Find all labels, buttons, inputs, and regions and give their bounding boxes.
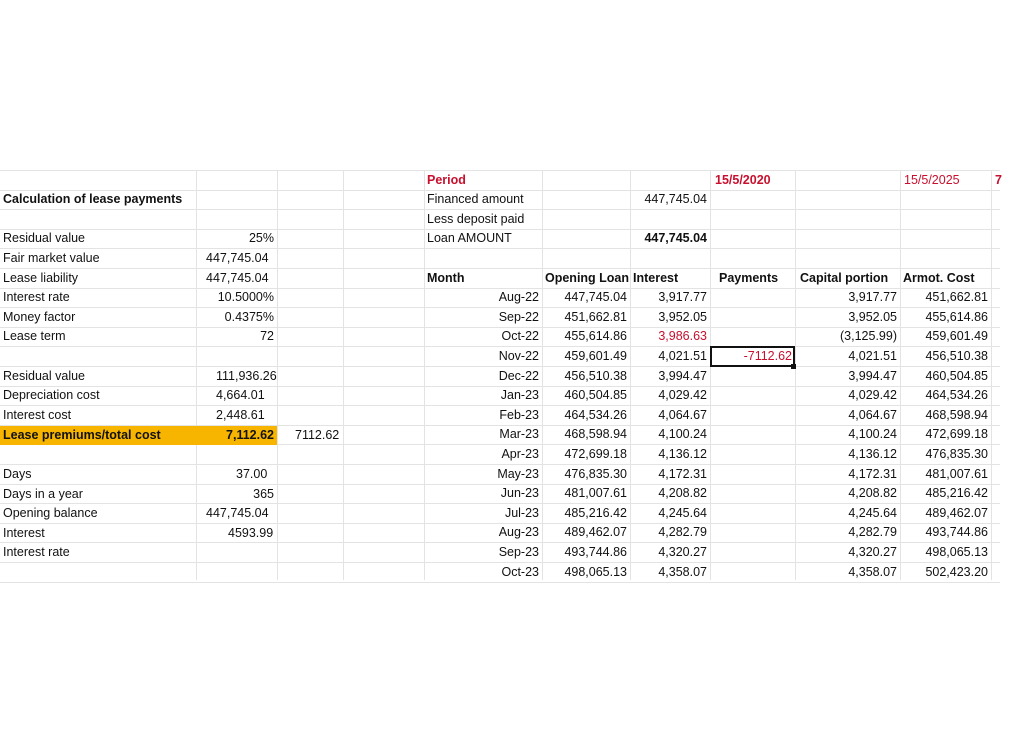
financed-label[interactable]: Financed amount [427, 192, 524, 207]
calc-label[interactable]: Lease liability [3, 270, 79, 285]
capital-portion-cell[interactable]: 3,917.77 [848, 290, 897, 305]
capital-portion-cell[interactable]: 4,320.27 [848, 545, 897, 559]
calc-label[interactable]: Interest rate [3, 545, 70, 560]
amort-cost-cell[interactable]: 464,534.26 [925, 388, 988, 403]
deposit-label[interactable]: Less deposit paid [427, 211, 525, 226]
interest-cell[interactable]: 4,245.64 [658, 505, 707, 520]
opening-loan-cell[interactable]: 493,744.86 [564, 545, 627, 559]
payment-cell[interactable] [710, 327, 795, 347]
payment-cell[interactable]: -7112.62 [743, 349, 792, 363]
payment-cell[interactable] [710, 367, 795, 387]
opening-loan-cell[interactable]: 464,534.26 [564, 407, 627, 422]
calc-value[interactable]: 447,745.04 [206, 270, 269, 285]
amort-cost-cell[interactable]: 451,662.81 [925, 290, 988, 305]
payment-cell[interactable] [710, 563, 795, 583]
opening-loan-cell[interactable]: 451,662.81 [564, 309, 627, 324]
opening-loan-cell[interactable]: 485,216.42 [564, 505, 627, 520]
month-cell[interactable]: Dec-22 [498, 368, 539, 383]
interest-cell[interactable]: 4,208.82 [658, 486, 707, 501]
amort-cost-cell[interactable]: 455,614.86 [925, 309, 988, 324]
calc-value[interactable]: 4593.99 [228, 525, 274, 540]
capital-portion-cell[interactable]: 4,064.67 [848, 407, 897, 422]
capital-portion-cell[interactable]: 4,208.82 [848, 486, 897, 501]
capital-portion-cell[interactable]: 3,994.47 [848, 368, 897, 383]
opening-loan-cell[interactable]: 481,007.61 [564, 486, 627, 501]
header-capital-portion[interactable]: Capital portion [800, 270, 889, 285]
calc-value[interactable]: 447,745.04 [206, 506, 269, 521]
amort-cost-cell[interactable]: 460,504.85 [925, 368, 988, 383]
amort-cost-cell[interactable]: 489,462.07 [925, 505, 988, 520]
lease-premium-raw-value[interactable]: 7112.62 [295, 427, 340, 442]
amort-cost-cell[interactable]: 476,835.30 [925, 447, 988, 461]
calc-label[interactable]: Opening balance [3, 506, 98, 521]
payment-cell[interactable] [710, 523, 795, 543]
month-cell[interactable]: Sep-23 [498, 545, 539, 559]
month-cell[interactable]: Aug-23 [498, 525, 539, 540]
month-cell[interactable]: Sep-22 [498, 309, 539, 324]
month-cell[interactable]: Oct-22 [501, 329, 539, 344]
interest-cell[interactable]: 3,986.63 [658, 329, 707, 344]
interest-cell[interactable]: 4,064.67 [658, 407, 707, 422]
capital-portion-cell[interactable]: 4,100.24 [848, 427, 897, 442]
amort-cost-cell[interactable]: 498,065.13 [925, 545, 988, 559]
opening-loan-cell[interactable]: 447,745.04 [564, 290, 627, 305]
calc-label[interactable]: Residual value [3, 231, 85, 246]
calc-value[interactable]: 447,745.04 [206, 251, 269, 265]
calc-label[interactable]: Residual value [3, 368, 85, 383]
amort-cost-cell[interactable]: 481,007.61 [925, 466, 988, 481]
payment-cell[interactable] [710, 445, 795, 465]
calc-label[interactable]: Interest cost [3, 407, 72, 422]
calc-label[interactable]: Lease term [3, 329, 66, 344]
calc-value[interactable]: 2,448.61 [216, 407, 265, 422]
month-cell[interactable]: Jun-23 [500, 486, 539, 501]
amort-cost-cell[interactable]: 485,216.42 [925, 486, 988, 501]
lease-premium-label[interactable]: Lease premiums/total cost [3, 427, 161, 442]
interest-cell[interactable]: 3,994.47 [658, 368, 707, 383]
column-divider [991, 170, 992, 580]
header-month[interactable]: Month [427, 270, 465, 285]
financed-value[interactable]: 447,745.04 [644, 192, 707, 207]
calc-value[interactable]: 10.5000% [217, 290, 274, 305]
month-cell[interactable]: Mar-23 [499, 427, 539, 442]
payment-cell[interactable] [710, 406, 795, 426]
calc-label[interactable]: Depreciation cost [3, 388, 100, 403]
header-payments[interactable]: Payments [719, 270, 779, 285]
interest-cell[interactable]: 4,021.51 [658, 349, 707, 363]
period-next[interactable]: 7 [995, 172, 1002, 187]
calc-title[interactable]: Calculation of lease payments [3, 192, 183, 207]
payment-cell[interactable] [710, 465, 795, 485]
calc-label[interactable]: Fair market value [3, 251, 100, 265]
month-cell[interactable]: Feb-23 [499, 407, 539, 422]
interest-cell[interactable]: 4,282.79 [658, 525, 707, 540]
opening-loan-cell[interactable]: 476,835.30 [564, 466, 627, 481]
opening-loan-cell[interactable]: 472,699.18 [564, 447, 627, 461]
month-cell[interactable]: Aug-22 [498, 290, 539, 305]
calc-value[interactable]: 72 [260, 329, 274, 344]
opening-loan-cell[interactable]: 498,065.13 [564, 564, 627, 579]
capital-portion-cell[interactable]: 3,952.05 [848, 309, 897, 324]
interest-cell[interactable]: 4,358.07 [658, 564, 707, 579]
capital-portion-cell[interactable]: 4,358.07 [848, 564, 897, 579]
interest-cell[interactable]: 4,100.24 [658, 427, 707, 442]
spreadsheet-grid[interactable] [0, 170, 1000, 580]
header-interest[interactable]: Interest [633, 270, 679, 285]
interest-cell[interactable]: 4,136.12 [658, 447, 707, 461]
calc-label[interactable]: Days [3, 467, 32, 481]
capital-portion-cell[interactable]: 4,021.51 [848, 349, 897, 363]
calc-label[interactable]: Interest [3, 525, 45, 540]
capital-portion-cell[interactable]: 4,282.79 [848, 525, 897, 540]
payment-cell[interactable] [710, 484, 795, 504]
period-end[interactable]: 15/5/2025 [904, 172, 960, 187]
lease-premium-value[interactable]: 7,112.62 [226, 427, 274, 442]
capital-portion-cell[interactable]: 4,136.12 [848, 447, 897, 461]
month-cell[interactable]: Jan-23 [500, 388, 539, 403]
amort-cost-cell[interactable]: 459,601.49 [925, 329, 988, 344]
payment-cell[interactable] [710, 543, 795, 563]
calc-label[interactable]: Interest rate [3, 290, 70, 305]
month-cell[interactable]: Jul-23 [504, 505, 539, 520]
interest-cell[interactable]: 4,320.27 [658, 545, 707, 559]
payment-cell[interactable] [710, 504, 795, 524]
capital-portion-cell[interactable]: (3,125.99) [840, 329, 897, 344]
payment-cell[interactable] [710, 288, 795, 308]
payment-cell[interactable] [710, 308, 795, 328]
month-cell[interactable]: Apr-23 [501, 447, 539, 461]
opening-loan-cell[interactable]: 460,504.85 [564, 388, 627, 403]
calc-label[interactable]: Money factor [3, 309, 76, 324]
loan-amount-label[interactable]: Loan AMOUNT [427, 231, 512, 246]
calc-value[interactable]: 25% [248, 231, 274, 246]
amort-cost-cell[interactable]: 472,699.18 [925, 427, 988, 442]
calc-value[interactable]: 37.00 [236, 467, 268, 481]
payment-cell[interactable] [710, 425, 795, 445]
amort-cost-cell[interactable]: 493,744.86 [925, 525, 988, 540]
month-cell[interactable]: May-23 [497, 466, 539, 481]
month-cell[interactable]: Oct-23 [501, 564, 539, 579]
opening-loan-cell[interactable]: 455,614.86 [564, 329, 627, 344]
opening-loan-cell[interactable]: 489,462.07 [564, 525, 627, 540]
opening-loan-cell[interactable]: 456,510.38 [564, 368, 627, 383]
interest-cell[interactable]: 4,029.42 [658, 388, 707, 403]
amort-cost-cell[interactable]: 502,423.20 [925, 564, 988, 579]
amort-cost-cell[interactable]: 468,598.94 [925, 407, 988, 422]
fill-handle[interactable] [791, 364, 796, 369]
calc-label[interactable]: Days in a year [3, 486, 83, 501]
period-label[interactable]: Period [427, 172, 466, 187]
opening-loan-cell[interactable]: 468,598.94 [564, 427, 627, 442]
selected-cell[interactable] [710, 346, 795, 367]
month-cell[interactable]: Nov-22 [498, 349, 539, 363]
capital-portion-cell[interactable]: 4,029.42 [848, 388, 897, 403]
interest-cell[interactable]: 3,952.05 [658, 309, 707, 324]
calc-value[interactable]: 365 [253, 486, 274, 501]
capital-portion-cell[interactable]: 4,245.64 [848, 505, 897, 520]
opening-loan-cell[interactable]: 459,601.49 [564, 349, 627, 363]
header-opening-loan[interactable]: Opening Loan [545, 270, 630, 285]
column-divider [343, 170, 344, 580]
calc-value[interactable]: 4,664.01 [216, 388, 265, 403]
calc-value[interactable]: 0.4375% [224, 309, 274, 324]
loan-amount-value[interactable]: 447,745.04 [644, 231, 707, 246]
interest-cell[interactable]: 3,917.77 [658, 290, 707, 305]
calc-value[interactable] [196, 543, 277, 563]
interest-cell[interactable]: 4,172.31 [658, 466, 707, 481]
payment-cell[interactable] [710, 386, 795, 406]
period-start[interactable]: 15/5/2020 [715, 172, 771, 187]
capital-portion-cell[interactable]: 4,172.31 [848, 466, 897, 481]
calc-value[interactable]: 111,936.26 [216, 368, 277, 383]
amort-cost-cell[interactable]: 456,510.38 [925, 349, 988, 363]
header-amort-cost[interactable]: Armot. Cost [903, 270, 975, 285]
column-divider [277, 170, 278, 580]
